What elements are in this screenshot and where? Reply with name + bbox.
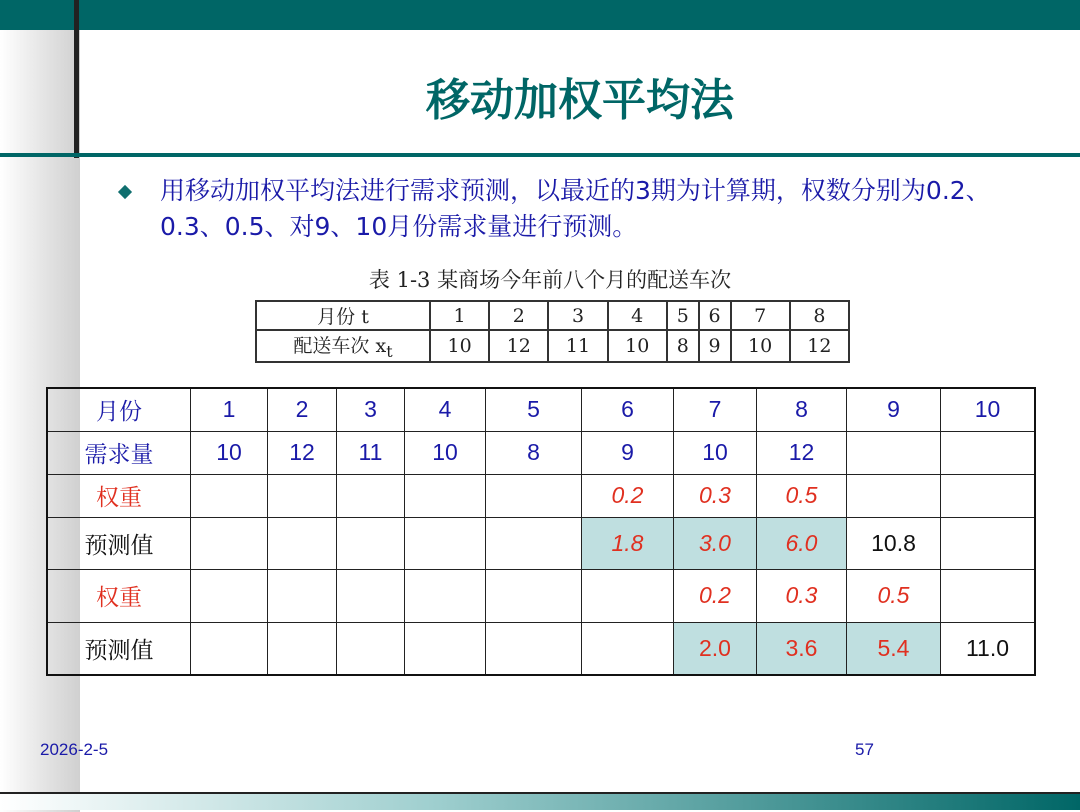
table-cell <box>941 474 1036 517</box>
source-month-cell: 2 <box>489 301 548 330</box>
source-row-label-cell <box>256 330 430 362</box>
source-table-header-row <box>256 301 849 330</box>
source-value-cell: 9 <box>699 330 731 362</box>
source-value-cell: 10 <box>731 330 790 362</box>
table-cell: 0.2 <box>582 474 674 517</box>
table-cell <box>191 517 268 569</box>
table-cell: 0.5 <box>847 569 941 622</box>
row-label: 预测值 <box>47 622 191 675</box>
table-cell <box>268 569 337 622</box>
table-cell <box>405 569 486 622</box>
page-number: 57 <box>855 740 874 759</box>
table-cell: 12 <box>268 431 337 474</box>
table-cell: 10 <box>405 431 486 474</box>
table-cell: 0.3 <box>757 569 847 622</box>
row-label: 权重 <box>47 474 191 517</box>
table-cell <box>941 431 1036 474</box>
table-cell <box>405 517 486 569</box>
table-cell <box>405 474 486 517</box>
table-row <box>47 388 1035 431</box>
source-value-cell: 10 <box>430 330 489 362</box>
table-cell <box>486 622 582 675</box>
slide-title: 移动加权平均法 <box>426 75 734 126</box>
table-cell: 9 <box>847 388 941 431</box>
table-cell: 8 <box>486 431 582 474</box>
table-cell: 2.0 <box>674 622 757 675</box>
table-cell: 6.0 <box>757 517 847 569</box>
source-table-caption: 表 1-3 某商场今年前八个月的配送车次 <box>368 268 732 292</box>
table-cell: 2 <box>268 388 337 431</box>
table-cell <box>191 622 268 675</box>
bullet-text: 用移动加权平均法进行需求预测，以最近的3期为计算期，权数分别为0.2、0.3、0.5、对9、10月份需求量进行预测。 <box>160 176 991 241</box>
table-cell <box>941 569 1036 622</box>
table-cell <box>405 622 486 675</box>
source-value-cell: 10 <box>608 330 667 362</box>
top-accent-bar <box>0 0 1080 30</box>
table-cell: 10 <box>674 431 757 474</box>
table-row <box>47 622 1035 675</box>
source-month-cell: 8 <box>790 301 849 330</box>
table-cell: 8 <box>757 388 847 431</box>
source-row-label-subscript: t <box>386 341 393 361</box>
table-cell: 6 <box>582 388 674 431</box>
row-label: 月份 <box>47 388 191 431</box>
table-cell <box>847 474 941 517</box>
source-value-cell: 12 <box>489 330 548 362</box>
table-cell <box>582 622 674 675</box>
table-cell: 7 <box>674 388 757 431</box>
title-underline <box>0 153 1080 157</box>
source-month-cell: 5 <box>667 301 699 330</box>
table-cell <box>337 569 405 622</box>
table-cell <box>847 431 941 474</box>
table-cell <box>337 474 405 517</box>
table-cell <box>191 569 268 622</box>
table-cell: 11 <box>337 431 405 474</box>
table-cell: 1.8 <box>582 517 674 569</box>
table-cell: 10.8 <box>847 517 941 569</box>
table-row <box>47 569 1035 622</box>
table-cell: 12 <box>757 431 847 474</box>
table-row <box>47 474 1035 517</box>
row-label: 权重 <box>47 569 191 622</box>
source-table-value-row <box>256 330 849 362</box>
table-cell: 1 <box>191 388 268 431</box>
source-month-cell: 1 <box>430 301 489 330</box>
table-cell <box>337 622 405 675</box>
table-cell <box>582 569 674 622</box>
source-month-cell: 7 <box>731 301 790 330</box>
table-cell: 4 <box>405 388 486 431</box>
table-cell <box>268 474 337 517</box>
table-cell <box>268 622 337 675</box>
bottom-rule <box>0 792 1080 794</box>
table-cell: 0.5 <box>757 474 847 517</box>
table-row <box>47 517 1035 569</box>
table-cell: 11.0 <box>941 622 1036 675</box>
row-label: 预测值 <box>47 517 191 569</box>
table-cell <box>486 569 582 622</box>
table-cell: 5.4 <box>847 622 941 675</box>
table-cell: 3.0 <box>674 517 757 569</box>
forecast-table <box>46 387 1036 676</box>
table-cell <box>486 517 582 569</box>
source-month-cell: 6 <box>699 301 731 330</box>
source-value-cell: 12 <box>790 330 849 362</box>
diamond-bullet-icon <box>118 185 132 199</box>
source-month-cell: 4 <box>608 301 667 330</box>
source-month-cell: 3 <box>548 301 607 330</box>
table-cell: 5 <box>486 388 582 431</box>
table-cell <box>191 474 268 517</box>
table-cell <box>337 517 405 569</box>
table-cell: 10 <box>191 431 268 474</box>
table-cell: 9 <box>582 431 674 474</box>
source-row-label: 配送车次 x <box>293 335 387 357</box>
table-cell: 3.6 <box>757 622 847 675</box>
table-cell: 3 <box>337 388 405 431</box>
table-cell <box>486 474 582 517</box>
table-row <box>47 431 1035 474</box>
vertical-divider <box>74 0 79 158</box>
source-header-label: 月份 t <box>256 301 430 330</box>
bottom-gradient-bar <box>0 792 1080 810</box>
table-cell: 10 <box>941 388 1036 431</box>
table-cell: 0.3 <box>674 474 757 517</box>
source-value-cell: 8 <box>667 330 699 362</box>
table-cell <box>268 517 337 569</box>
footer-date: 2026-2-5 <box>40 740 109 759</box>
table-cell: 0.2 <box>674 569 757 622</box>
table-cell <box>941 517 1036 569</box>
row-label: 需求量 <box>47 431 191 474</box>
source-value-cell: 11 <box>548 330 607 362</box>
source-table <box>255 300 850 363</box>
